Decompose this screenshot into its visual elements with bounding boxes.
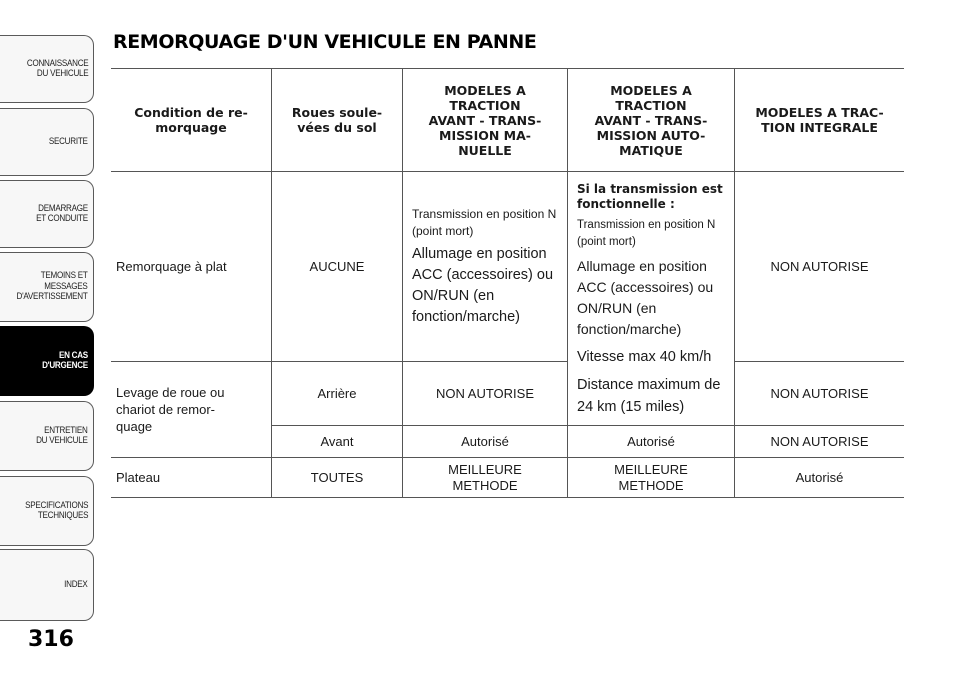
- cell-awd-flat: NON AUTORISE: [735, 172, 905, 362]
- cell-condition-dolly: Levage de roue ou chariot de remor- quage: [111, 362, 272, 458]
- table-header-row: [111, 69, 904, 172]
- cell-awd-rear: NON AUTORISE: [735, 362, 905, 426]
- chapter-tabs: [0, 0, 100, 678]
- tab-label: SECURITE: [49, 135, 88, 147]
- cell-condition-flatbed: Plateau: [111, 458, 272, 498]
- tab-label: DEMARRAGE ET CONDUITE: [36, 202, 88, 224]
- auto-flat-line2: Allumage en position ACC (accessoires) ou ON/RUN (en fonction/marche): [577, 257, 714, 337]
- auto-flat-line1: Transmission en position N (point mort): [577, 218, 716, 248]
- cell-manual-flatbed: MEILLEURE METHODE: [403, 458, 568, 498]
- manual-flat-line1: Transmission en position N (point mort): [412, 206, 557, 238]
- tab-securite[interactable]: [0, 108, 94, 176]
- header-awd: MODELES A TRAC- TION INTEGRALE: [735, 69, 905, 172]
- cell-wheels-flatbed: TOUTES: [272, 458, 403, 498]
- cell-condition-flat: Remorquage à plat: [111, 172, 272, 362]
- tab-specifications-techniques[interactable]: [0, 476, 94, 546]
- tab-label: CONNAISSANCE DU VEHICULE: [26, 57, 88, 79]
- table-row: [111, 172, 904, 362]
- table-row: [111, 362, 904, 426]
- auto-flat-condition: Si la transmission est fonctionnelle :: [577, 181, 723, 211]
- tab-index[interactable]: [0, 549, 94, 621]
- tab-label: ENTRETIEN DU VEHICULE: [36, 424, 88, 446]
- cell-wheels-flat: AUCUNE: [272, 172, 403, 362]
- tab-connaissance-du-vehicule[interactable]: [0, 35, 94, 103]
- manual-flat-line2: Allumage en position ACC (accessoires) ou ON/RUN (en fonction/marche): [412, 245, 554, 325]
- header-wheels: Roues soule- vées du sol: [272, 69, 403, 172]
- tab-label: EN CAS D'URGENCE: [42, 349, 88, 371]
- tab-en-cas-d-urgence[interactable]: [0, 326, 94, 396]
- cell-manual-front: Autorisé: [403, 426, 568, 458]
- cell-wheels-rear: Arrière: [272, 362, 403, 426]
- auto-flat-line3: Vitesse max 40 km/h: [577, 348, 712, 365]
- table-row: [111, 458, 904, 498]
- header-auto: MODELES A TRACTION AVANT - TRANS- MISSION AUTO- MATIQUE: [568, 69, 735, 172]
- header-condition: Condition de re- morquage: [111, 69, 272, 172]
- cell-auto-flat: [568, 172, 735, 426]
- cell-manual-rear: NON AUTORISE: [403, 362, 568, 426]
- tab-entretien-du-vehicule[interactable]: [0, 401, 94, 471]
- cell-awd-front: NON AUTORISE: [735, 426, 905, 458]
- tab-demarrage-et-conduite[interactable]: [0, 180, 94, 248]
- cell-auto-flatbed: MEILLEURE METHODE: [568, 458, 735, 498]
- cell-manual-flat: [403, 172, 568, 362]
- tab-label: SPECIFICATIONS TECHNIQUES: [24, 499, 88, 521]
- header-manual: MODELES A TRACTION AVANT - TRANS- MISSION MA- NUELLE: [403, 69, 568, 172]
- section-title: REMORQUAGE D'UN VEHICULE EN PANNE: [113, 31, 537, 53]
- cell-awd-flatbed: Autorisé: [735, 458, 905, 498]
- tab-temoins-et-messages[interactable]: [0, 252, 94, 322]
- towing-table: [111, 68, 904, 498]
- tab-label: TEMOINS ET MESSAGES D'AVERTISSEMENT: [16, 270, 88, 303]
- auto-flat-line4: Distance maximum de 24 km (15 miles): [577, 376, 721, 415]
- cell-auto-front: Autorisé: [568, 426, 735, 458]
- page-number: 316: [28, 627, 74, 652]
- tab-label: INDEX: [64, 578, 88, 590]
- cell-wheels-front: Avant: [272, 426, 403, 458]
